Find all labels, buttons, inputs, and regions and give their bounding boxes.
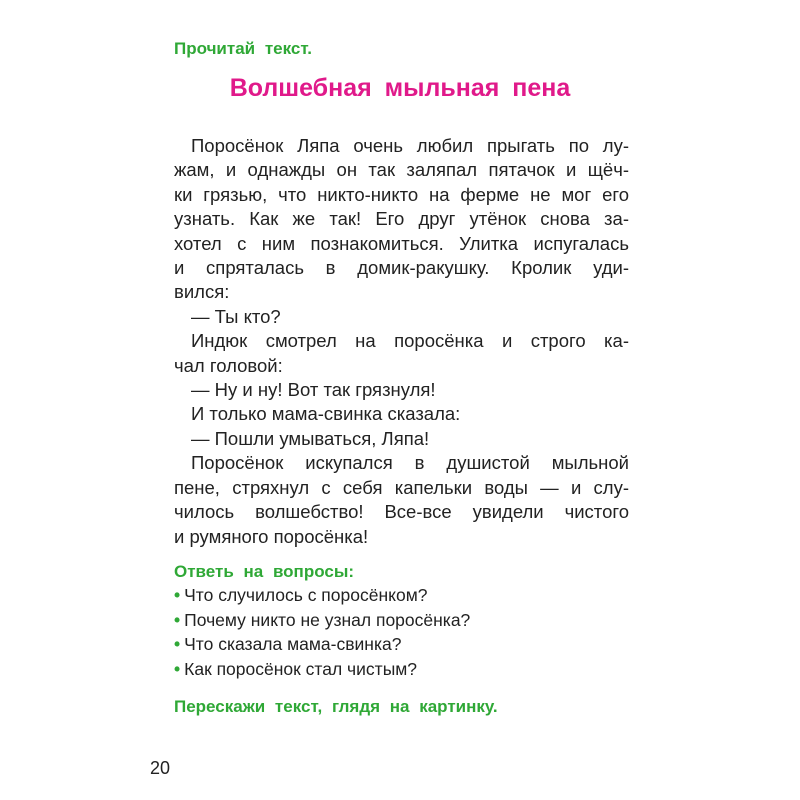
page-number: 20 — [150, 758, 171, 778]
question-item — [174, 657, 629, 682]
bullet-icon: • — [174, 609, 181, 630]
question-text: Как поросёнок стал чистым? — [184, 659, 418, 680]
story-line: Поросёнок Ляпа очень любил прыгать по лу- — [191, 135, 629, 156]
question-item — [174, 583, 629, 608]
bullet-icon: • — [174, 584, 181, 605]
question-text: Что сказала мама-свинка? — [184, 634, 402, 655]
story-line: Поросёнок искупался в душистой мыльной — [191, 452, 629, 474]
instruction-read: Прочитай текст. — [174, 39, 312, 58]
question-item — [174, 608, 629, 633]
story-line: пене, стряхнул с себя капельки воды — и слу- — [174, 476, 629, 498]
question-text: Почему никто не узнал поросёнка? — [184, 609, 471, 630]
story-line: — Ну и ну! Вот так грязнуля! — [191, 379, 436, 401]
instruction-answer: Ответь на вопросы: — [174, 561, 355, 581]
story-text — [174, 134, 629, 549]
story-line: чилось волшебство! Все-все увидели чистого — [174, 501, 629, 523]
story-line: хотел с ним познакомиться. Улитка испугалась — [174, 232, 629, 254]
questions-section — [174, 561, 629, 682]
instruction-retell: Перескажи текст, глядя на картинку. — [174, 696, 498, 716]
content-column — [174, 134, 629, 718]
story-line: — Ты кто? — [191, 305, 281, 327]
story-line: жам, и однажды он так заляпал пятачок и щёч- — [174, 159, 629, 181]
story-line: — Пошли умываться, Ляпа! — [191, 427, 430, 449]
question-list — [174, 583, 629, 682]
story-line: вился: — [174, 281, 230, 303]
question-item — [174, 632, 629, 657]
story-line: и румяного поросёнка! — [174, 525, 369, 547]
bullet-icon: • — [174, 634, 181, 655]
story-line: чал головой: — [174, 354, 283, 376]
story-line: и спряталась в домик-ракушку. Кролик уди- — [174, 257, 629, 279]
bullet-icon: • — [174, 659, 181, 680]
story-line: узнать. Как же так! Его друг утёнок снова за- — [174, 208, 629, 230]
story-line: И только мама-свинка сказала: — [191, 403, 461, 425]
story-line: ки грязью, что никто-никто на ферме не мог его — [174, 183, 629, 205]
story-line: Индюк смотрел на поросёнка и строго ка- — [191, 330, 629, 352]
story-title: Волшебная мыльная пена — [229, 74, 571, 102]
question-text: Что случилось с поросёнком? — [184, 584, 428, 605]
